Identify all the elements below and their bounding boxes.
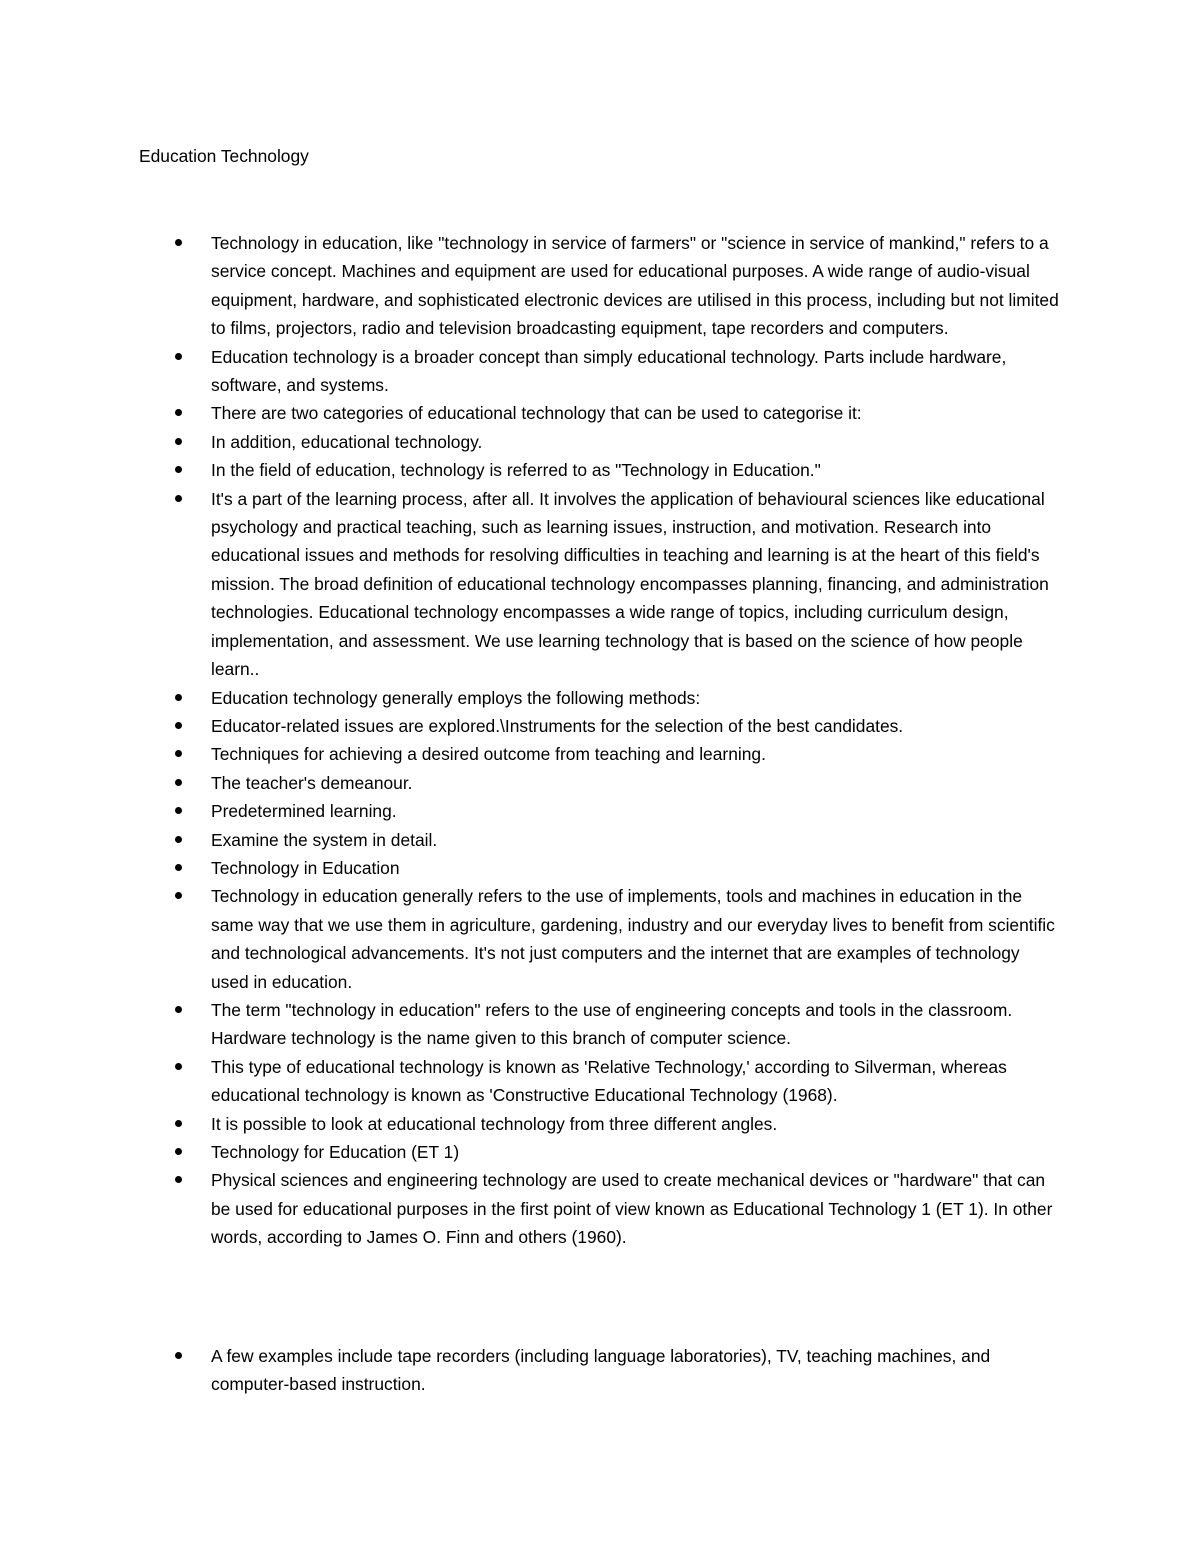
list-item bbox=[211, 1053, 1061, 1110]
list-item bbox=[211, 1342, 1061, 1399]
list-item bbox=[211, 229, 1061, 343]
list-item bbox=[211, 1110, 1061, 1138]
list-item-text: This type of educational technology is known as 'Relative Technology,' according to Silverman, whereas educational technology is known as 'Constructive Educational Technology (1968). bbox=[211, 1056, 1007, 1106]
list-item-text: It is possible to look at educational technology from three different angles. bbox=[211, 1113, 778, 1134]
list-item bbox=[211, 882, 1061, 996]
list-item bbox=[211, 712, 1061, 740]
list-item-text: In addition, educational technology. bbox=[211, 431, 483, 452]
bullet-icon bbox=[175, 864, 182, 871]
bullet-icon bbox=[175, 722, 182, 729]
list-item-text: Education technology is a broader concept than simply educational technology. Parts include hardware, software, and systems. bbox=[211, 346, 1007, 396]
list-item bbox=[211, 996, 1061, 1053]
bullet-icon bbox=[175, 694, 182, 701]
bullet-icon bbox=[175, 438, 182, 445]
list-item-text: Physical sciences and engineering technology are used to create mechanical devices or "hardware" that can be used for educational purposes in the first point of view known as Educational Technology 1 (ET 1). In other words, according to James O. Finn and others (1960). bbox=[211, 1170, 1053, 1248]
list-item-text: Examine the system in detail. bbox=[211, 829, 438, 850]
bullet-list-continued bbox=[211, 1342, 1061, 1399]
list-item bbox=[211, 1166, 1061, 1251]
list-item-text: A few examples include tape recorders (including language laboratories), TV, teaching machines, and computer-based instruction. bbox=[211, 1346, 991, 1395]
bullet-icon bbox=[175, 353, 182, 360]
bullet-icon bbox=[175, 750, 182, 757]
list-item-text: Education technology generally employs the following methods: bbox=[211, 687, 701, 708]
bullet-icon bbox=[175, 807, 182, 814]
bullet-icon bbox=[175, 409, 182, 416]
list-item bbox=[211, 854, 1061, 882]
list-item-text: There are two categories of educational technology that can be used to categorise it: bbox=[211, 403, 862, 424]
bullet-icon bbox=[175, 495, 182, 502]
list-item-text: The teacher's demeanour. bbox=[211, 772, 413, 793]
bullet-icon bbox=[175, 836, 182, 843]
list-item-text: Technology in education generally refers to the use of implements, tools and machines in education in the same way that we use them in agriculture, gardening, industry and our everyday lives to benefit from scientific and technological advancements. It's not just computers and the internet that are examples of technology used in education. bbox=[211, 886, 1055, 992]
document-title: Education Technology bbox=[139, 146, 309, 166]
list-item-text: It's a part of the learning process, after all. It involves the application of behavioural sciences like educational psychology and practical teaching, such as learning issues, instruction, and motivation. Research into educational issues and methods for resolving difficulties in teaching and learning is at the heart of this field's mission. The broad definition of educational technology encompasses planning, financing, and administration technologies. Educational technology encompasses a wide range of topics, including curriculum design, implementation, and assessment. We use learning technology that is based on the science of how people learn.. bbox=[211, 488, 1049, 680]
bullet-icon bbox=[175, 239, 182, 246]
list-item bbox=[211, 343, 1061, 400]
list-item bbox=[211, 1138, 1061, 1166]
bullet-icon bbox=[175, 1352, 182, 1359]
bullet-icon bbox=[175, 466, 182, 473]
list-item-text: Predetermined learning. bbox=[211, 801, 397, 822]
list-item-text: Technology for Education (ET 1) bbox=[211, 1142, 460, 1162]
list-item bbox=[211, 428, 1061, 456]
list-item bbox=[211, 740, 1061, 768]
bullet-icon bbox=[175, 1176, 182, 1183]
list-item-text: Technology in education, like "technology in service of farmers" or "science in service of mankind," refers to a service concept. Machines and equipment are used for educational purposes. A wide range of audio-visual equipment, hardware, and sophisticated electronic devices are utilised in this process, including but not limited to films, projectors, radio and television broadcasting equipment, tape recorders and computers. bbox=[211, 233, 1059, 339]
list-item bbox=[211, 769, 1061, 797]
list-item bbox=[211, 797, 1061, 825]
list-item-text: In the field of education, technology is referred to as "Technology in Education." bbox=[211, 460, 821, 481]
list-item bbox=[211, 485, 1061, 684]
list-item-text: Educator-related issues are explored.\Instruments for the selection of the best candidates. bbox=[211, 715, 904, 736]
list-item bbox=[211, 684, 1061, 712]
bullet-icon bbox=[175, 1148, 182, 1155]
list-item bbox=[211, 826, 1061, 854]
list-item-text: Techniques for achieving a desired outcome from teaching and learning. bbox=[211, 744, 766, 765]
bullet-icon bbox=[175, 779, 182, 786]
list-item bbox=[211, 399, 1061, 427]
bullet-icon bbox=[175, 892, 182, 899]
bullet-list bbox=[211, 229, 1061, 1252]
bullet-icon bbox=[175, 1120, 182, 1127]
bullet-icon bbox=[175, 1006, 182, 1013]
list-item-text: Technology in Education bbox=[211, 857, 400, 878]
bullet-icon bbox=[175, 1063, 182, 1070]
list-item-text: The term "technology in education" refers to the use of engineering concepts and tools in the classroom. Hardware technology is the name given to this branch of computer science. bbox=[211, 999, 1013, 1049]
list-item bbox=[211, 456, 1061, 484]
